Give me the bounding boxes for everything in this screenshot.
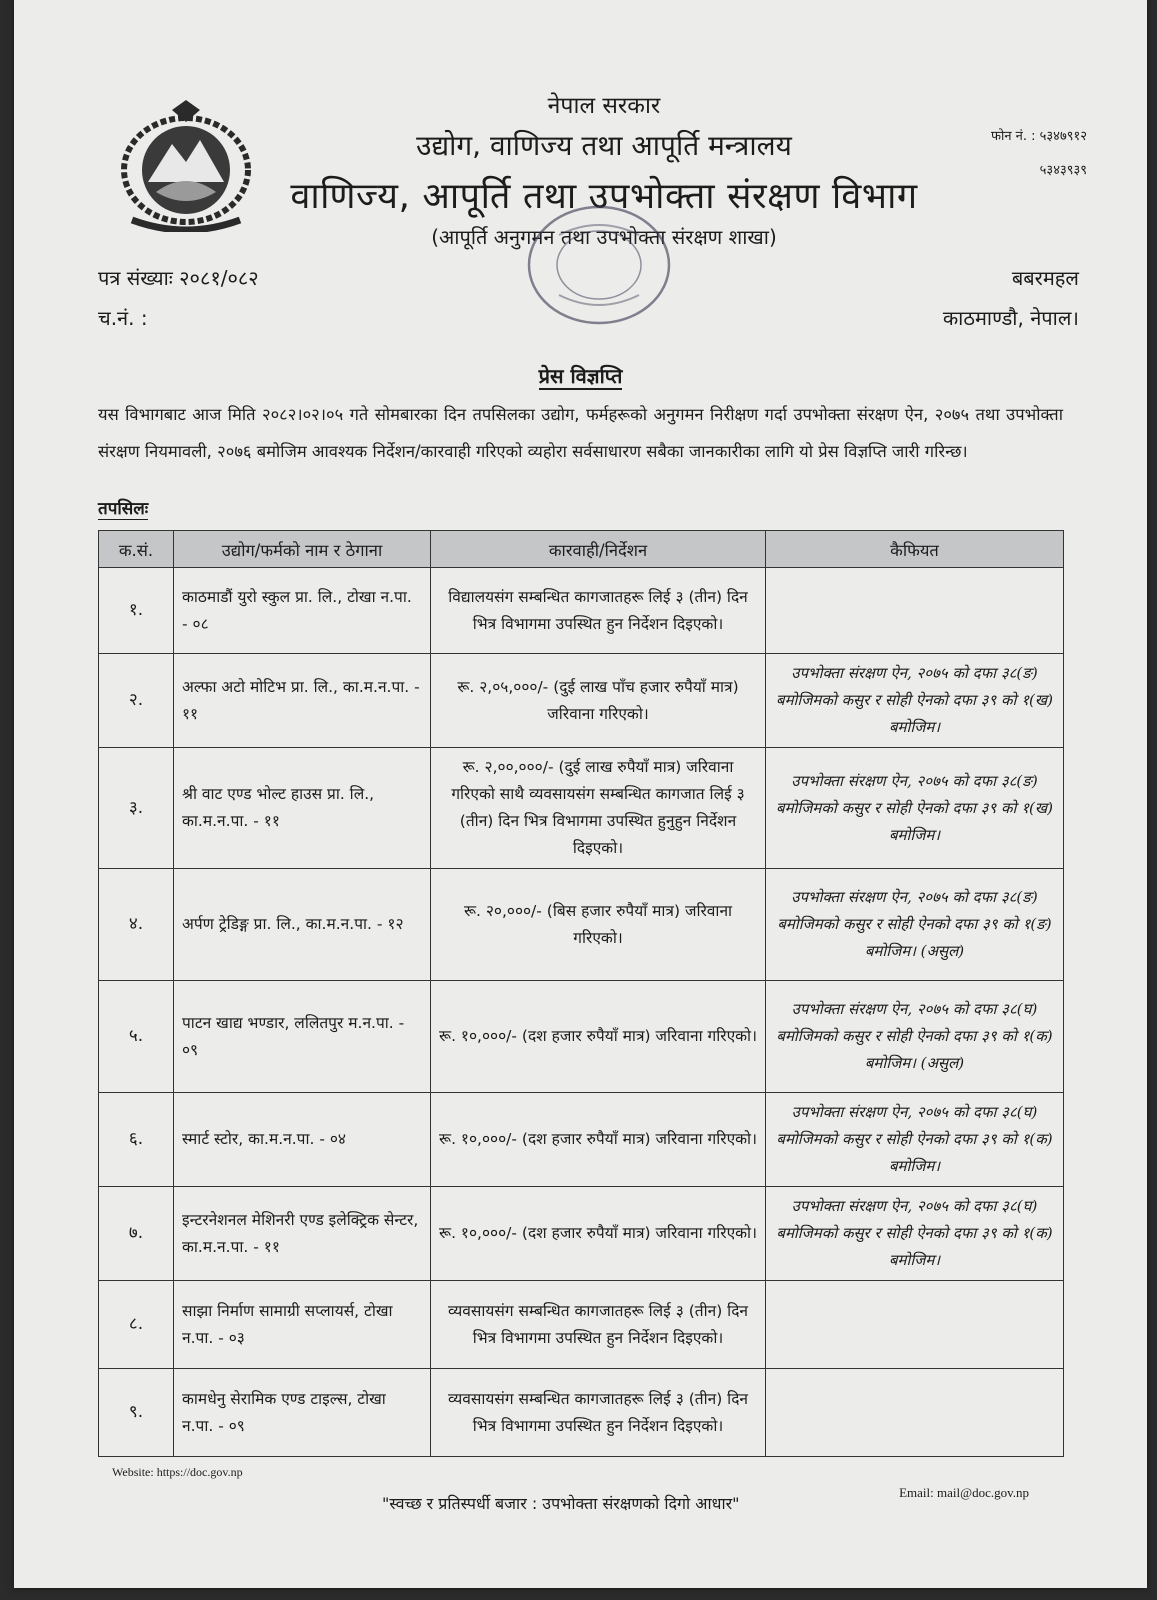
row-sn: २. bbox=[99, 654, 174, 748]
table-row bbox=[99, 568, 1064, 654]
ministry-name: उद्योग, वाणिज्य तथा आपूर्ति मन्त्रालय bbox=[416, 129, 792, 162]
table-header-row bbox=[99, 531, 1064, 568]
email-address: Email: mail@doc.gov.np bbox=[899, 1485, 1029, 1500]
row-firm: कामधेनु सेरामिक एण्ड टाइल्स, टोखा न.पा. - ०९ bbox=[174, 1369, 431, 1457]
row-firm: साझा निर्माण सामाग्री सप्लायर्स, टोखा न.पा. - ०३ bbox=[174, 1281, 431, 1369]
footer-motto: "स्वच्छ र प्रतिस्पर्धी बजार : उपभोक्ता संरक्षणको दिगो आधार" bbox=[382, 1494, 740, 1513]
row-action: रू. १०,०००/- (दश हजार रुपैयाँ मात्र) जरिवाना गरिएको। bbox=[431, 981, 766, 1093]
department-name: वाणिज्य, आपूर्ति तथा उपभोक्ता संरक्षण विभाग bbox=[290, 176, 918, 217]
row-firm: श्री वाट एण्ड भोल्ट हाउस प्रा. लि., का.म.न.पा. - ११ bbox=[174, 748, 431, 869]
document-title: प्रेस विज्ञप्ति bbox=[538, 364, 623, 388]
row-remark bbox=[766, 1281, 1064, 1369]
inspection-table bbox=[98, 530, 1064, 1457]
department-stamp-icon bbox=[519, 195, 679, 335]
row-firm: अर्पण ट्रेडिङ्ग प्रा. लि., का.म.न.पा. - १२ bbox=[174, 869, 431, 981]
header-sn: क.सं. bbox=[99, 531, 174, 568]
address-line-1: बबरमहल bbox=[1011, 266, 1079, 290]
row-remark: उपभोक्ता संरक्षण ऐन, २०७५ को दफा ३८(ङ) बमोजिमको कसुर र सोही ऐनको दफा ३९ को १(ङ) बमोजिम। (असुल) bbox=[766, 869, 1064, 981]
row-firm: स्मार्ट स्टोर, का.म.न.पा. - ०४ bbox=[174, 1093, 431, 1187]
phone-2: ५३४३९३९ bbox=[1039, 163, 1087, 178]
row-remark bbox=[766, 568, 1064, 654]
row-remark: उपभोक्ता संरक्षण ऐन, २०७५ को दफा ३८(ङ) बमोजिमको कसुर र सोही ऐनको दफा ३९ को १(ख) बमोजिम। bbox=[766, 748, 1064, 869]
row-action: रू. १०,०००/- (दश हजार रुपैयाँ मात्र) जरिवाना गरिएको। bbox=[431, 1187, 766, 1281]
row-firm: अल्फा अटो मोटिभ प्रा. लि., का.म.न.पा. - ११ bbox=[174, 654, 431, 748]
header-remark: कैफियत bbox=[766, 531, 1064, 568]
press-release-page bbox=[14, 0, 1147, 1588]
row-remark: उपभोक्ता संरक्षण ऐन, २०७५ को दफा ३८(घ) बमोजिमको कसुर र सोही ऐनको दफा ३९ को १(क) बमोजिम। (असुल) bbox=[766, 981, 1064, 1093]
phone-numbers bbox=[991, 120, 1087, 188]
details-heading: तपसिलः bbox=[98, 496, 148, 520]
nepal-emblem-icon bbox=[112, 100, 260, 232]
table-row bbox=[99, 869, 1064, 981]
row-action: रू. २,०५,०००/- (दुई लाख पाँच हजार रुपैयाँ मात्र) जरिवाना गरिएको। bbox=[431, 654, 766, 748]
table-row bbox=[99, 1187, 1064, 1281]
table-row bbox=[99, 1281, 1064, 1369]
table-row bbox=[99, 748, 1064, 869]
row-sn: ४. bbox=[99, 869, 174, 981]
row-sn: ६. bbox=[99, 1093, 174, 1187]
row-remark: उपभोक्ता संरक्षण ऐन, २०७५ को दफा ३८(घ) बमोजिमको कसुर र सोही ऐनको दफा ३९ को १(क) बमोजिम। bbox=[766, 1187, 1064, 1281]
branch-name: (आपूर्ति अनुगमन तथा उपभोक्ता संरक्षण शाखा) bbox=[431, 225, 777, 249]
dispatch-number: च.नं. : bbox=[98, 306, 148, 330]
row-sn: ३. bbox=[99, 748, 174, 869]
row-firm: काठमाडौं युरो स्कुल प्रा. लि., टोखा न.पा. - ०८ bbox=[174, 568, 431, 654]
website-link: Website: https://doc.gov.np bbox=[112, 1465, 243, 1479]
row-remark: उपभोक्ता संरक्षण ऐन, २०७५ को दफा ३८(घ) बमोजिमको कसुर र सोही ऐनको दफा ३९ को १(क) बमोजिम। bbox=[766, 1093, 1064, 1187]
header-name: उद्योग/फर्मको नाम र ठेगाना bbox=[174, 531, 431, 568]
government-name: नेपाल सरकार bbox=[547, 93, 661, 119]
row-action: विद्यालयसंग सम्बन्धित कागजातहरू लिई ३ (तीन) दिन भित्र विभागमा उपस्थित हुन निर्देशन दिइएको। bbox=[431, 568, 766, 654]
row-sn: ८. bbox=[99, 1281, 174, 1369]
address-line-2: काठमाण्डौ, नेपाल। bbox=[942, 306, 1079, 330]
row-sn: ७. bbox=[99, 1187, 174, 1281]
table-row bbox=[99, 1369, 1064, 1457]
letter-reference bbox=[98, 258, 259, 338]
table-row bbox=[99, 654, 1064, 748]
row-action: रू. १०,०००/- (दश हजार रुपैयाँ मात्र) जरिवाना गरिएको। bbox=[431, 1093, 766, 1187]
row-action: रू. २०,०००/- (बिस हजार रुपैयाँ मात्र) जरिवाना गरिएको। bbox=[431, 869, 766, 981]
table-row bbox=[99, 981, 1064, 1093]
intro-paragraph: यस विभागबाट आज मिति २०८२।०२।०५ गते सोमबारका दिन तपसिलका उद्योग, फर्महरूको अनुगमन निरीक्षण गर्दा उपभोक्ता संरक्षण ऐन, २०७५ तथा उपभोक्ता संरक्षण नियमावली, २०७६ बमोजिम आवश्यक निर्देशन/कारवाही गरिएको व्यहोरा सर्वसाधारण सबैका जानकारीका लागि यो प्रेस विज्ञप्ति जारी गरिन्छ। bbox=[98, 405, 1063, 461]
row-sn: १. bbox=[99, 568, 174, 654]
row-sn: ५. bbox=[99, 981, 174, 1093]
phone-1: फोन नं. : ५३४७९१२ bbox=[990, 129, 1087, 144]
row-action: व्यवसायसंग सम्बन्धित कागजातहरू लिई ३ (तीन) दिन भित्र विभागमा उपस्थित हुन निर्देशन दिइएको। bbox=[431, 1369, 766, 1457]
header-action: कारवाही/निर्देशन bbox=[431, 531, 766, 568]
row-remark bbox=[766, 1369, 1064, 1457]
row-sn: ९. bbox=[99, 1369, 174, 1457]
office-address bbox=[943, 258, 1079, 338]
row-firm: इन्टरनेशनल मेशिनरी एण्ड इलेक्ट्रिक सेन्टर, का.म.न.पा. - ११ bbox=[174, 1187, 431, 1281]
row-action: रू. २,००,०००/- (दुई लाख रुपैयाँ मात्र) जरिवाना गरिएको साथै व्यवसायसंग सम्बन्धित कागजात लिई ३ (तीन) दिन भित्र विभागमा उपस्थित हुनुहुन निर्देशन दिइएको। bbox=[431, 748, 766, 869]
table-row bbox=[99, 1093, 1064, 1187]
row-firm: पाटन खाद्य भण्डार, ललितपुर म.न.पा. - ०९ bbox=[174, 981, 431, 1093]
row-remark: उपभोक्ता संरक्षण ऐन, २०७५ को दफा ३८(ङ) बमोजिमको कसुर र सोही ऐनको दफा ३९ को १(ख) बमोजिम। bbox=[766, 654, 1064, 748]
letter-number: पत्र संख्याः २०८१/०८२ bbox=[98, 266, 259, 290]
row-action: व्यवसायसंग सम्बन्धित कागजातहरू लिई ३ (तीन) दिन भित्र विभागमा उपस्थित हुन निर्देशन दिइएको। bbox=[431, 1281, 766, 1369]
